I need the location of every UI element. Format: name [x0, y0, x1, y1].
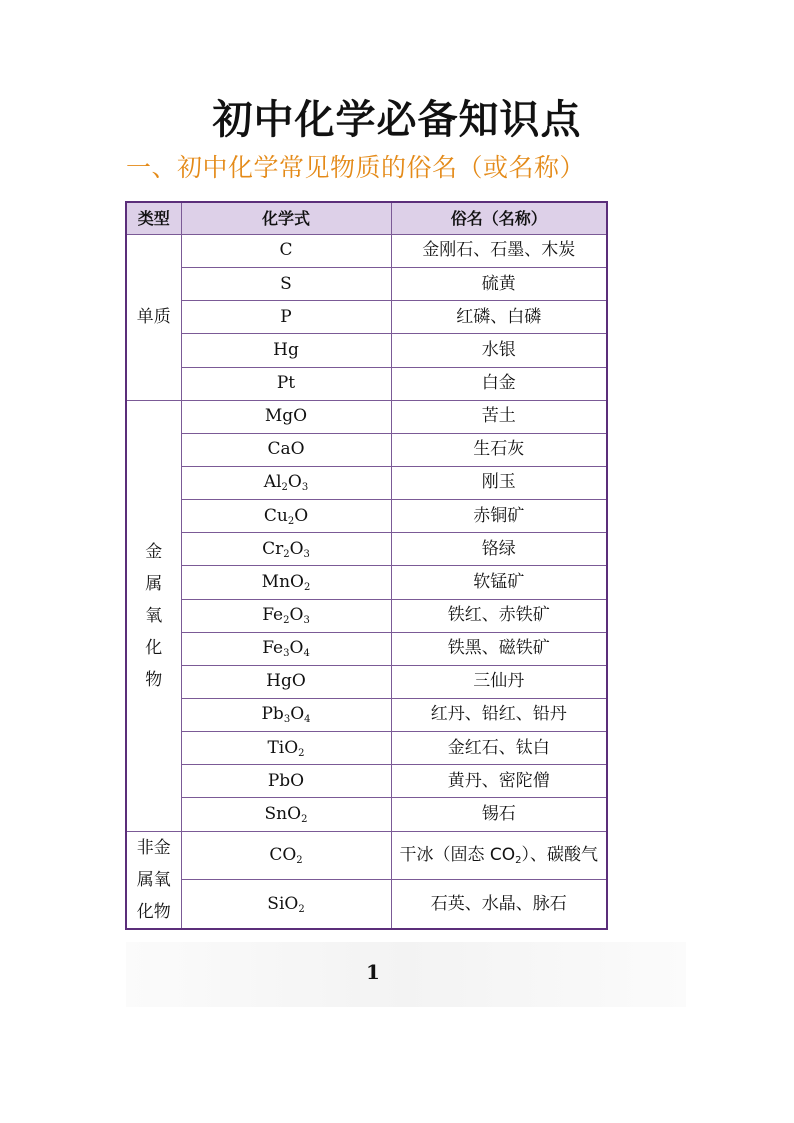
table-body	[126, 235, 607, 930]
type-char: 属	[145, 573, 163, 594]
formula-cell: MnO$_2$	[181, 566, 391, 599]
formula-cell: $CO_2$	[181, 831, 391, 880]
table-row	[126, 765, 607, 798]
page-number: 1	[366, 960, 380, 984]
formula-cell: $Al_2O_3$	[181, 466, 391, 499]
formula-cell: MgO	[181, 400, 391, 433]
table-row	[126, 268, 607, 301]
document-title: 初中化学必备知识点	[212, 96, 582, 143]
table-row	[126, 500, 607, 533]
common-name-cell: 软锰矿	[391, 566, 607, 599]
type-cell	[126, 400, 181, 831]
common-name-cell: 水银	[391, 334, 607, 367]
common-name-cell: 干冰（固态 $CO_2$）、碳酸气	[391, 831, 607, 880]
table-row	[126, 732, 607, 765]
header-type: 类型	[126, 202, 181, 235]
type-label: 非金属氧化物	[136, 837, 171, 922]
table-row	[126, 880, 607, 929]
common-name-cell: 红磷、白磷	[391, 301, 607, 334]
common-name-cell: 刚玉	[391, 466, 607, 499]
type-char: 金	[145, 541, 163, 562]
common-name-cell: 生石灰	[391, 433, 607, 466]
section-heading: 一、初中化学常见物质的俗名（或名称）	[126, 153, 586, 182]
table-row	[126, 433, 607, 466]
formula-cell: Pt	[181, 367, 391, 400]
common-name-cell: 铬绿	[391, 533, 607, 566]
table-row	[126, 698, 607, 731]
formula-cell: Hg	[181, 334, 391, 367]
common-name-cell: 黄丹、密陀僧	[391, 765, 607, 798]
type-cell	[126, 831, 181, 929]
table-row	[126, 566, 607, 599]
common-name-cell: 三仙丹	[391, 665, 607, 698]
formula-cell: HgO	[181, 665, 391, 698]
type-label: 单质	[136, 306, 171, 327]
formula-cell: CaO	[181, 433, 391, 466]
type-char: 化	[145, 637, 163, 658]
common-name-cell: 铁红、赤铁矿	[391, 599, 607, 632]
header-formula: 化学式	[181, 202, 391, 235]
table-row	[126, 798, 607, 831]
formula-cell: $Cu_2O$	[181, 500, 391, 533]
common-name-cell: 金刚石、石墨、木炭	[391, 235, 607, 268]
table-row	[126, 632, 607, 665]
common-name-cell: 苦土	[391, 400, 607, 433]
common-name-cell: 赤铜矿	[391, 500, 607, 533]
table-row	[126, 466, 607, 499]
formula-cell: SnO$_2$	[181, 798, 391, 831]
table-row	[126, 367, 607, 400]
formula-cell: TiO$_2$	[181, 732, 391, 765]
table-header-row	[126, 202, 607, 235]
table-row	[126, 400, 607, 433]
common-name-cell: 白金	[391, 367, 607, 400]
table-row	[126, 599, 607, 632]
formula-cell: $Fe_3O_4$	[181, 632, 391, 665]
common-name-cell: 石英、水晶、脉石	[391, 880, 607, 929]
type-char: 物	[145, 669, 163, 690]
table-row	[126, 235, 607, 268]
formula-cell: C	[181, 235, 391, 268]
table-row	[126, 831, 607, 880]
formula-cell: $Pb_3O_4$	[181, 698, 391, 731]
table-row	[126, 301, 607, 334]
formula-cell: $Fe_2O_3$	[181, 599, 391, 632]
header-name: 俗名（名称）	[391, 202, 607, 235]
common-name-cell: 红丹、铅红、铅丹	[391, 698, 607, 731]
type-char: 氧	[145, 605, 163, 626]
formula-cell: $Cr_2O_3$	[181, 533, 391, 566]
table-row	[126, 334, 607, 367]
substance-table	[125, 201, 608, 930]
formula-cell: SiO$_2$	[181, 880, 391, 929]
common-name-cell: 铁黑、磁铁矿	[391, 632, 607, 665]
table-row	[126, 665, 607, 698]
formula-cell: P	[181, 301, 391, 334]
type-cell	[126, 235, 181, 401]
formula-cell: PbO	[181, 765, 391, 798]
common-name-cell: 锡石	[391, 798, 607, 831]
common-name-cell: 硫黄	[391, 268, 607, 301]
table-row	[126, 533, 607, 566]
common-name-cell: 金红石、钛白	[391, 732, 607, 765]
formula-cell: S	[181, 268, 391, 301]
